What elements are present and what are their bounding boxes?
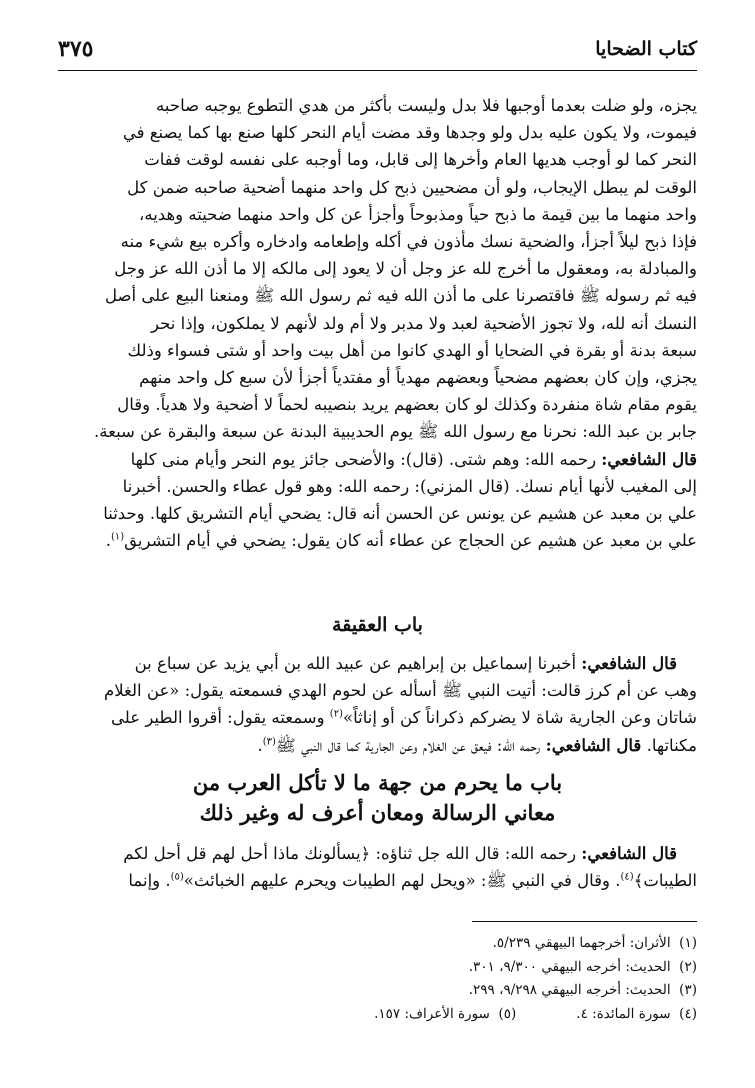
footnote: (٣) الحديث: أخرجه البيهقي ٩/٢٩٨، ٢٩٩.	[468, 982, 697, 998]
page-number: ٣٧٥	[58, 36, 94, 62]
text-line: فيه ثم رسوله ﷺ فاقتصرنا على ما أذن الله فيه ثم رسول الله ﷺ ومنعنا البيع على أصل	[105, 286, 697, 306]
footnote-rule	[472, 921, 697, 922]
footnote-ref: (٣)	[262, 736, 276, 748]
section-heading-line: معاني الرسالة ومعان أعرف له وغير ذلك	[199, 800, 556, 825]
text-line: النحر كما لو أوجب هديها العام وأخرها إلى قابل، وما أوجبه على نفسه لوقت ففات	[144, 150, 697, 170]
footnote-ref: (٢)	[329, 708, 343, 720]
section-heading: باب العقيقة	[332, 614, 423, 636]
text-line: قال الشافعي: رحمه الله: قال الله جل ثناؤه: ﴿يسألونك ماذا أحل لهم قل أحل لكم	[123, 844, 677, 863]
footnotes	[70, 932, 697, 1026]
main-paragraph	[62, 92, 697, 554]
footnote-ref: (٥)	[170, 871, 184, 883]
footnote: (٢) الحديث: أخرجه البيهقي ٩/٣٠٠، ٣٠١.	[468, 958, 697, 975]
text-line: فيموت، ولا يكون عليه بدل ولو وجدها وقد مضت أيام النحر كلها صنع بها كما يصنع في	[122, 123, 697, 143]
speaker-label: قال الشافعي:	[581, 844, 677, 863]
text-line: وهب عن أم كرز قالت: أتيت النبي ﷺ أسأله عن لحوم الهدي فسمعته يقول: «عن الغلام	[104, 681, 697, 701]
section-heading-line: باب ما يحرم من جهة ما لا تأكل العرب من	[192, 770, 563, 795]
text-line: واحد منهما ما بين قيمة ما ذبح حياً ومذبوحاً وأجزأ عن كل واحد منهما ضحيته وهديه،	[139, 204, 697, 224]
header-rule	[58, 70, 697, 71]
text-line: علي بن معبد عن هشيم عن الحجاج عن عطاء أنه كان يقول: يضحي في أيام التشريق$^{(١)}$.	[105, 531, 697, 551]
book-title: كتاب الضحايا	[595, 38, 697, 60]
text-line: الوقت لم يبطل الإيجاب، ولو أن مضحيين ذبح كل واحد منهما أضحية صاحبه ضمن كل	[127, 177, 697, 197]
aqiqa-paragraph	[62, 650, 697, 759]
text-line: إلى المغيب لأنها أيام نسك. (قال المزني): رحمه الله: وهو قول عطاء والحسن. أخبرنا	[122, 476, 697, 496]
footnote: (١) الأثران: أخرجهما البيهقي ٥/٢٣٩.	[492, 935, 697, 951]
footnote: (٤) سورة المائدة: ٤.(٥) سورة الأعراف: ١٥٧.	[374, 1005, 697, 1022]
text-line: يقوم مقام شاة منفردة وكذلك لو كان بعضهم يريد بنصيبه لحماً لا أضحية ولا هدياً. وقال	[117, 395, 697, 415]
text-line: يجزي، وإن كان بعضهم مضحياً وبعضهم مهدياً أو مفتدياً أجزأ لأن سبع كل واحد منهم	[139, 368, 697, 388]
text-line: قال الشافعي: رحمه الله: وهم شتى. (قال): والأضحى جائز يوم النحر وأيام منى كلها	[130, 449, 697, 469]
text-line: يجزه، ولو ضلت بعدما أوجبها فلا بدل وليست بأكثر من هدي التطوع يوجبه صاحبه	[156, 96, 697, 115]
footnote-ref: (١)	[110, 531, 125, 543]
speaker-label: قال الشافعي:	[545, 735, 642, 755]
speaker-label: قال الشافعي:	[581, 654, 677, 673]
page-header	[58, 34, 697, 68]
text-line: علي بن معبد عن هشيم عن يونس عن الحسن أنه قال: يضحي أيام التشريق كلها. وحدثنا	[103, 504, 697, 524]
text-line: النسك أنه لله، ولا تجوز الأضحية لعبد ولا مدبر ولا أم ولد لأنهم لا يملكون، وإذا نحر	[151, 313, 697, 333]
text-line: سبعة بدنة أو بقرة في الضحايا أو الهدي كانوا من أهل بيت واحد أو شتى فسواء وذلك	[127, 340, 697, 360]
text-line: قال الشافعي: أخبرنا إسماعيل بن إبراهيم عن عبيد الله بن أبي يزيد عن سباع بن	[134, 654, 677, 673]
text-line: شاتان وعن الجارية شاة لا يضركم ذكراناً كن أو إناثاً»$^{(٢)}$ وسمعته يقول: أقروا الطير على	[111, 708, 697, 728]
text-line: والمبادلة به، ومعقول ما أخرج لله عز وجل أن لا يعود إلى مالكه إلا ما أذن الله عز وجل	[114, 259, 697, 279]
text-line: فإذا ذبح ليلاً أجزأ، والضحية نسك مأذون في أكله وإطعامه وادخاره وأكره بيع شيء منه	[120, 232, 697, 252]
text-line: الطيبات﴾$^{(٤)}$. وقال في النبي ﷺ: «ويحل لهم الطيبات ويحرم عليهم الخبائث»$^{(٥)}$. وإنما	[128, 871, 697, 891]
footnote-ref: (٤)	[620, 871, 634, 883]
text-line: جابر بن عبد الله: نحرنا مع رسول الله ﷺ يوم الحديبية البدنة عن سبعة والبقرة عن سبعة.	[94, 422, 697, 442]
text-line: مكناتها. قال الشافعي: رحمه الله: فيعق عن الغلام وعن الجارية كما قال النبي ﷺ$^{(٣)}$.	[257, 735, 697, 755]
speaker-label: قال الشافعي:	[601, 449, 697, 469]
section2-paragraph	[62, 840, 697, 894]
